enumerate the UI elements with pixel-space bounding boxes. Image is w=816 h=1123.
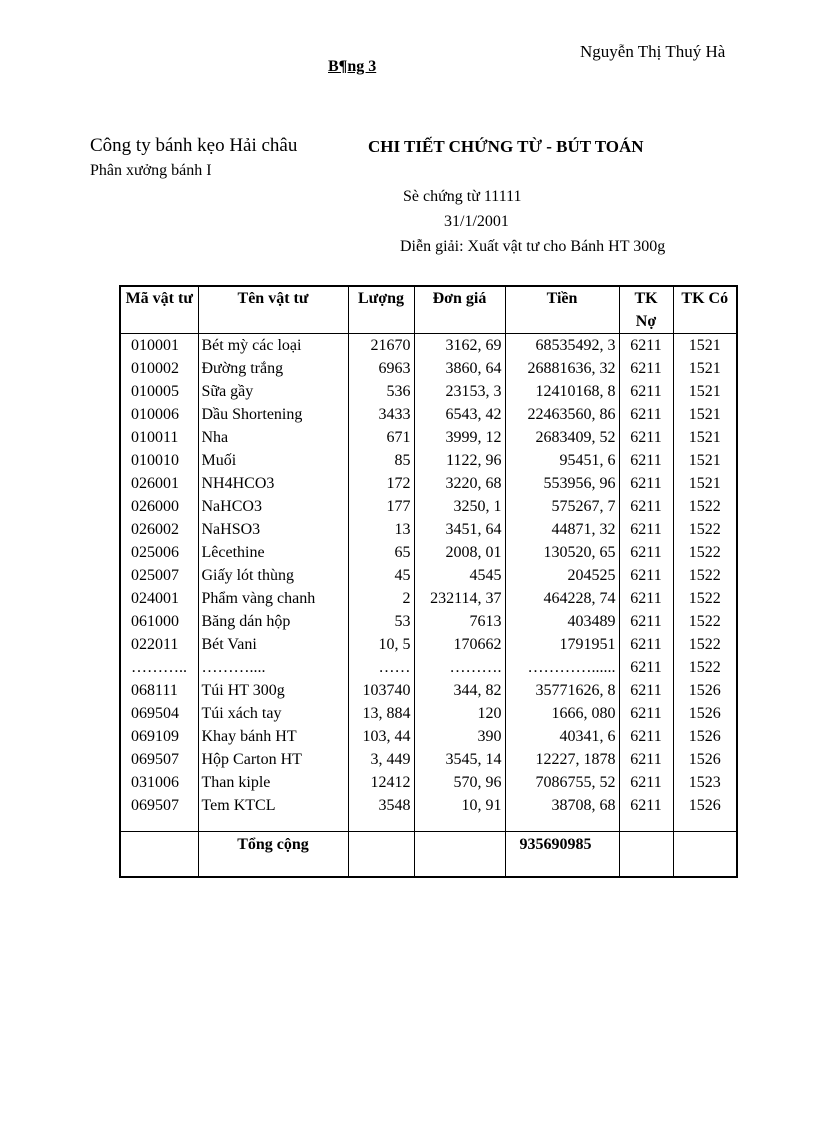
author-name: Nguyễn Thị Thuý Hà <box>580 42 726 61</box>
cell-amount: 26881636, 32 <box>505 357 619 380</box>
cell-name: Bét Vani <box>198 633 348 656</box>
cell-price: 1122, 96 <box>414 449 505 472</box>
cell-debit: 6211 <box>619 518 673 541</box>
cell-credit: 1521 <box>673 472 737 495</box>
cell-credit: 1521 <box>673 334 737 358</box>
cell-price: 170662 <box>414 633 505 656</box>
cell-qty: 85 <box>348 449 414 472</box>
table-row <box>120 426 737 449</box>
cell-name: Than kiple <box>198 771 348 794</box>
table-row <box>120 794 737 817</box>
cell-credit: 1522 <box>673 656 737 679</box>
cell-code: 069507 <box>120 794 198 817</box>
explanation: Diễn giải: Xuất vật tư cho Bánh HT 300g <box>400 238 666 255</box>
cell-qty: …… <box>348 656 414 679</box>
cell-code: 026002 <box>120 518 198 541</box>
cell-debit: 6211 <box>619 656 673 679</box>
cell-price: 3162, 69 <box>414 334 505 358</box>
cell-code: 010011 <box>120 426 198 449</box>
cell-code: 026000 <box>120 495 198 518</box>
table-label: B¶ng 3 <box>328 58 377 75</box>
cell-price: 120 <box>414 702 505 725</box>
table-row <box>120 472 737 495</box>
cell-amount: …………...... <box>505 656 619 679</box>
cell-price: 7613 <box>414 610 505 633</box>
header-amount: Tiền <box>505 286 619 334</box>
table-row <box>120 357 737 380</box>
cell-amount: 2683409, 52 <box>505 426 619 449</box>
cell-credit: 1522 <box>673 564 737 587</box>
cell-qty: 12412 <box>348 771 414 794</box>
cell-code: 010006 <box>120 403 198 426</box>
total-empty-cell <box>348 832 414 878</box>
cell-debit: 6211 <box>619 610 673 633</box>
cell-debit: 6211 <box>619 495 673 518</box>
cell-code: 026001 <box>120 472 198 495</box>
cell-debit: 6211 <box>619 380 673 403</box>
cell-price: 344, 82 <box>414 679 505 702</box>
table-row <box>120 518 737 541</box>
cell-name: Phẩm vàng chanh <box>198 587 348 610</box>
cell-price: 232114, 37 <box>414 587 505 610</box>
cell-name: NH4HCO3 <box>198 472 348 495</box>
cell-price: ………. <box>414 656 505 679</box>
cell-code: 061000 <box>120 610 198 633</box>
cell-credit: 1526 <box>673 702 737 725</box>
cell-name: Lêcethine <box>198 541 348 564</box>
cell-amount: 44871, 32 <box>505 518 619 541</box>
table-row <box>120 702 737 725</box>
voucher-date: 31/1/2001 <box>444 213 509 230</box>
cell-price: 4545 <box>414 564 505 587</box>
voucher-number: Sè chứng từ 11111 <box>403 188 522 205</box>
cell-amount: 575267, 7 <box>505 495 619 518</box>
cell-name: Sữa gầy <box>198 380 348 403</box>
cell-debit: 6211 <box>619 587 673 610</box>
table-row <box>120 334 737 358</box>
table-row <box>120 380 737 403</box>
table-row <box>120 610 737 633</box>
cell-credit: 1526 <box>673 748 737 771</box>
cell-credit: 1523 <box>673 771 737 794</box>
cell-qty: 3548 <box>348 794 414 817</box>
total-empty-cell <box>619 832 673 878</box>
cell-credit: 1521 <box>673 426 737 449</box>
table-row <box>120 541 737 564</box>
table-header-row <box>120 286 737 334</box>
cell-qty: 103740 <box>348 679 414 702</box>
table-row <box>120 495 737 518</box>
cell-credit: 1522 <box>673 541 737 564</box>
cell-credit: 1522 <box>673 610 737 633</box>
cell-name: Tem KTCL <box>198 794 348 817</box>
cell-amount: 1791951 <box>505 633 619 656</box>
cell-qty: 13, 884 <box>348 702 414 725</box>
cell-price: 23153, 3 <box>414 380 505 403</box>
cell-code: 010002 <box>120 357 198 380</box>
cell-debit: 6211 <box>619 725 673 748</box>
cell-credit: 1521 <box>673 449 737 472</box>
cell-amount: 38708, 68 <box>505 794 619 817</box>
table-row <box>120 656 737 679</box>
cell-code: 022011 <box>120 633 198 656</box>
cell-price: 2008, 01 <box>414 541 505 564</box>
cell-qty: 6963 <box>348 357 414 380</box>
table-row <box>120 771 737 794</box>
total-row <box>120 832 737 878</box>
cell-debit: 6211 <box>619 748 673 771</box>
table-row <box>120 725 737 748</box>
cell-credit: 1526 <box>673 725 737 748</box>
cell-price: 3220, 68 <box>414 472 505 495</box>
table-row <box>120 449 737 472</box>
cell-qty: 45 <box>348 564 414 587</box>
header-qty: Lượng <box>348 286 414 334</box>
voucher-detail-table <box>119 285 738 878</box>
cell-code: 010001 <box>120 334 198 358</box>
cell-credit: 1522 <box>673 587 737 610</box>
cell-qty: 172 <box>348 472 414 495</box>
cell-qty: 177 <box>348 495 414 518</box>
cell-price: 3250, 1 <box>414 495 505 518</box>
cell-name: Nha <box>198 426 348 449</box>
cell-credit: 1521 <box>673 403 737 426</box>
cell-credit: 1522 <box>673 495 737 518</box>
cell-amount: 95451, 6 <box>505 449 619 472</box>
cell-amount: 22463560, 86 <box>505 403 619 426</box>
cell-code: 025006 <box>120 541 198 564</box>
cell-price: 3999, 12 <box>414 426 505 449</box>
cell-qty: 21670 <box>348 334 414 358</box>
cell-qty: 65 <box>348 541 414 564</box>
cell-qty: 2 <box>348 587 414 610</box>
cell-name: Đường trắng <box>198 357 348 380</box>
cell-amount: 1666, 080 <box>505 702 619 725</box>
cell-amount: 12227, 1878 <box>505 748 619 771</box>
cell-qty: 3, 449 <box>348 748 414 771</box>
cell-price: 3545, 14 <box>414 748 505 771</box>
total-empty-cell <box>414 832 505 878</box>
table-row <box>120 633 737 656</box>
cell-name: NaHSO3 <box>198 518 348 541</box>
cell-credit: 1521 <box>673 380 737 403</box>
cell-price: 570, 96 <box>414 771 505 794</box>
cell-code: 010010 <box>120 449 198 472</box>
cell-amount: 7086755, 52 <box>505 771 619 794</box>
total-empty-cell <box>673 832 737 878</box>
header-price: Đơn giá <box>414 286 505 334</box>
cell-code: 069504 <box>120 702 198 725</box>
cell-code: 024001 <box>120 587 198 610</box>
cell-debit: 6211 <box>619 357 673 380</box>
cell-credit: 1526 <box>673 794 737 817</box>
cell-qty: 3433 <box>348 403 414 426</box>
company-name: Công ty bánh kẹo Hải châu <box>90 135 298 156</box>
header-credit: TK Có <box>673 286 737 334</box>
cell-code: 068111 <box>120 679 198 702</box>
cell-price: 10, 91 <box>414 794 505 817</box>
cell-debit: 6211 <box>619 794 673 817</box>
cell-name: ……….... <box>198 656 348 679</box>
cell-amount: 68535492, 3 <box>505 334 619 358</box>
cell-amount: 40341, 6 <box>505 725 619 748</box>
header-debit: TK Nợ <box>619 286 673 334</box>
spacer-row <box>120 817 737 832</box>
cell-credit: 1521 <box>673 357 737 380</box>
cell-qty: 13 <box>348 518 414 541</box>
cell-credit: 1522 <box>673 633 737 656</box>
cell-debit: 6211 <box>619 771 673 794</box>
cell-debit: 6211 <box>619 541 673 564</box>
cell-debit: 6211 <box>619 679 673 702</box>
cell-debit: 6211 <box>619 426 673 449</box>
cell-name: Túi HT 300g <box>198 679 348 702</box>
cell-amount: 553956, 96 <box>505 472 619 495</box>
cell-price: 3860, 64 <box>414 357 505 380</box>
header-code: Mã vật tư <box>120 286 198 334</box>
cell-name: NaHCO3 <box>198 495 348 518</box>
cell-name: Túi xách tay <box>198 702 348 725</box>
total-amount: 935690985 <box>505 832 619 878</box>
cell-name: Băng dán hộp <box>198 610 348 633</box>
cell-name: Khay bánh HT <box>198 725 348 748</box>
table-row <box>120 679 737 702</box>
cell-code: ……….. <box>120 656 198 679</box>
cell-qty: 536 <box>348 380 414 403</box>
cell-debit: 6211 <box>619 472 673 495</box>
cell-debit: 6211 <box>619 334 673 358</box>
cell-name: Bét mỳ các loại <box>198 334 348 358</box>
cell-name: Giấy lót thùng <box>198 564 348 587</box>
cell-amount: 464228, 74 <box>505 587 619 610</box>
cell-credit: 1522 <box>673 518 737 541</box>
cell-code: 010005 <box>120 380 198 403</box>
cell-debit: 6211 <box>619 564 673 587</box>
cell-qty: 671 <box>348 426 414 449</box>
cell-credit: 1526 <box>673 679 737 702</box>
cell-debit: 6211 <box>619 633 673 656</box>
cell-name: Muối <box>198 449 348 472</box>
cell-debit: 6211 <box>619 702 673 725</box>
cell-debit: 6211 <box>619 449 673 472</box>
cell-amount: 35771626, 8 <box>505 679 619 702</box>
cell-code: 069507 <box>120 748 198 771</box>
total-empty-cell <box>120 832 198 878</box>
table-row <box>120 564 737 587</box>
cell-qty: 10, 5 <box>348 633 414 656</box>
cell-amount: 403489 <box>505 610 619 633</box>
cell-name: Hộp Carton HT <box>198 748 348 771</box>
cell-price: 3451, 64 <box>414 518 505 541</box>
cell-debit: 6211 <box>619 403 673 426</box>
table-row <box>120 403 737 426</box>
table-row <box>120 748 737 771</box>
cell-amount: 12410168, 8 <box>505 380 619 403</box>
cell-price: 6543, 42 <box>414 403 505 426</box>
document-title: CHI TIẾT CHỨNG TỪ - BÚT TOÁN <box>368 137 644 156</box>
cell-code: 025007 <box>120 564 198 587</box>
header-name: Tên vật tư <box>198 286 348 334</box>
cell-price: 390 <box>414 725 505 748</box>
cell-amount: 130520, 65 <box>505 541 619 564</box>
cell-qty: 103, 44 <box>348 725 414 748</box>
cell-qty: 53 <box>348 610 414 633</box>
cell-code: 031006 <box>120 771 198 794</box>
cell-name: Dầu Shortening <box>198 403 348 426</box>
workshop-name: Phân xưởng bánh I <box>90 162 212 179</box>
cell-amount: 204525 <box>505 564 619 587</box>
table-row <box>120 587 737 610</box>
cell-code: 069109 <box>120 725 198 748</box>
total-label: Tổng cộng <box>198 832 348 878</box>
